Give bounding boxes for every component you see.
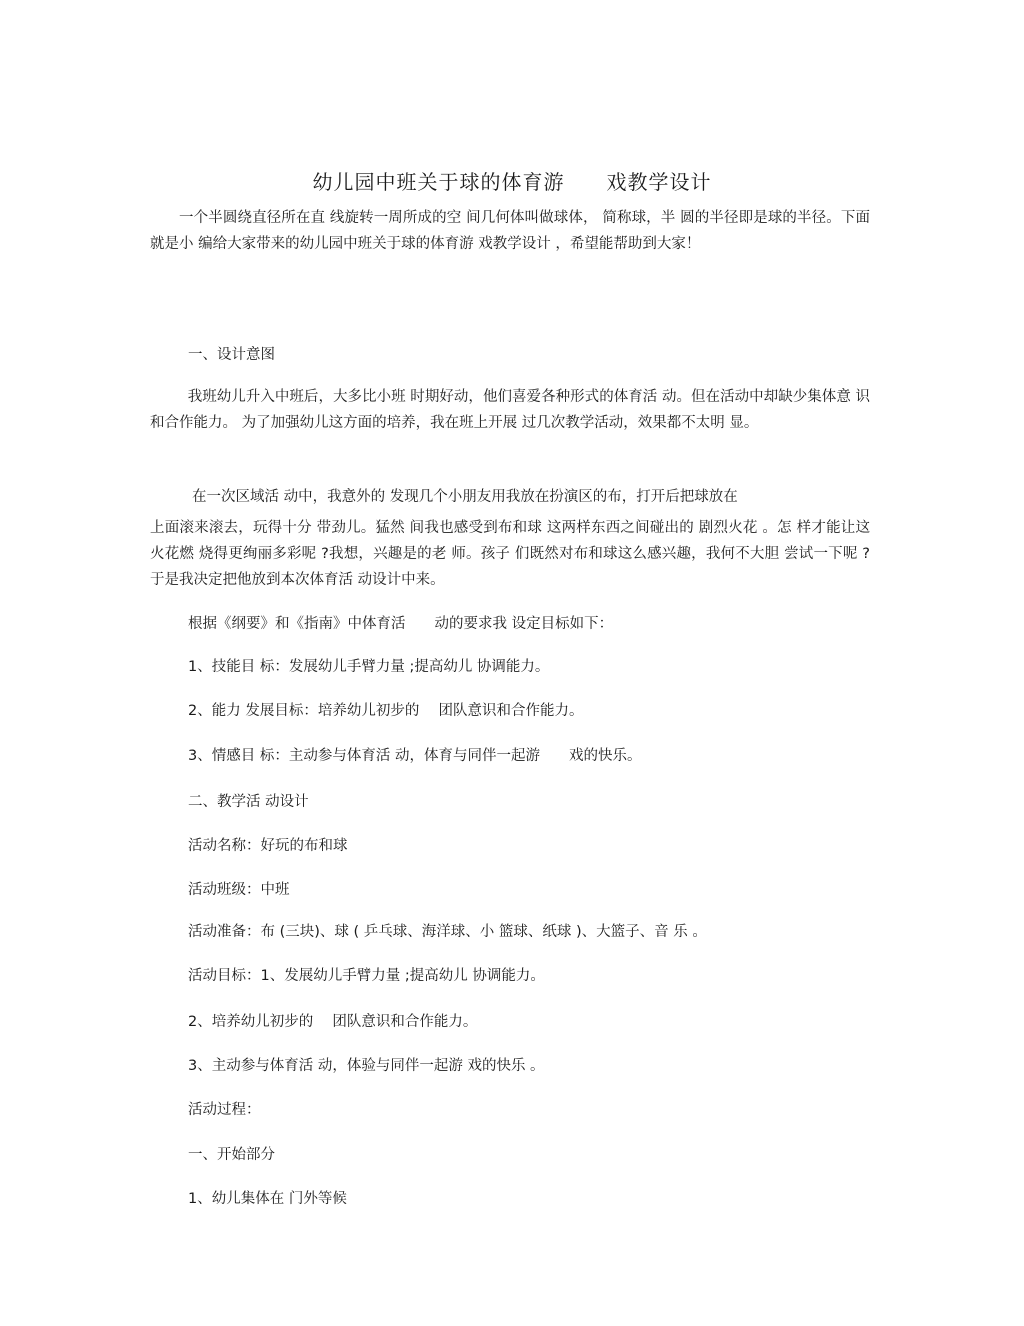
- observation-paragraph-rest: 上面滚来滚去，玩得十分 带劲儿。猛然 间我也感受到布和球 这两样东西之间碰出的 剧烈火花 。怎 样才能让这火花燃 烧得更绚丽多彩呢 ?我想，兴趣是的老 师。孩子 们既然对布和球这么感兴趣，我何不大胆 尝试一下呢 ?于是我决定把他放到本次体育活 动设计中来。: [150, 520, 870, 588]
- part-heading-opening: 一、开始部分: [188, 1147, 275, 1163]
- goal-item-3: 3、情感目 标：主动参与体育活 动，体育与同伴一起游 戏的快乐。: [188, 748, 642, 764]
- process-step-1: 1、幼儿集体在 门外等候: [188, 1191, 347, 1207]
- activity-name: 活动名称：好玩的布和球: [188, 838, 348, 854]
- observation-paragraph-first-line: 在一次区域活 动中，我意外的 发现几个小朋友用我放在扮演区的布，打开后把球放在: [192, 489, 738, 505]
- activity-preparation: 活动准备：布 (三块)、球 ( 乒乓球、海洋球、小 篮球、纸球 )、大篮子、音 乐 。: [188, 924, 707, 940]
- design-intent-paragraph: 我班幼儿升入中班后，大多比小班 时期好动，他们喜爱各种形式的体育活 动。但在活动中却缺少集体意 识和合作能力。 为了加强幼儿这方面的培养，我在班上开展 过几次教学活动，效果都不太明 显。: [150, 389, 870, 431]
- activity-class: 活动班级：中班: [188, 882, 290, 898]
- section-heading-design-intent: 一、设计意图: [188, 347, 275, 363]
- section-heading-activity-design: 二、教学活 动设计: [188, 794, 309, 810]
- activity-goal-2: 2、培养幼儿初步的 团队意识和合作能力。: [188, 1014, 478, 1030]
- document-title: 幼儿园中班关于球的体育游 戏教学设计: [312, 170, 712, 194]
- goal-item-2: 2、能力 发展目标：培养幼儿初步的 团队意识和合作能力。: [188, 703, 584, 719]
- goal-item-1: 1、技能目 标：发展幼儿手臂力量 ;提高幼儿 协调能力。: [188, 659, 550, 675]
- goals-intro: 根据《纲要》和《指南》中体育活 动的要求我 设定目标如下：: [188, 616, 614, 632]
- activity-process-heading: 活动过程：: [188, 1102, 261, 1118]
- intro-paragraph: 一个半圆绕直径所在直 线旋转一周所成的空 间几何体叫做球体， 简称球，半 圆的半径即是球的半径。下面就是小 编给大家带来的幼儿园中班关于球的体育游 戏教学设计 ，希望能帮助到大家！: [150, 210, 870, 252]
- activity-goal-3: 3、主动参与体育活 动，体验与同伴一起游 戏的快乐 。: [188, 1058, 545, 1074]
- activity-goal-1: 活动目标：1、发展幼儿手臂力量 ;提高幼儿 协调能力。: [188, 968, 545, 984]
